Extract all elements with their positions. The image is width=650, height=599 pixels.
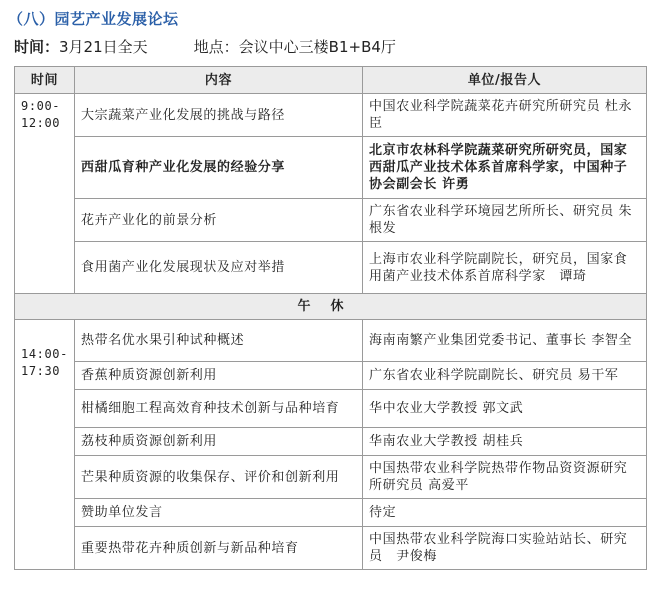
talk-title: 柑橘细胞工程高效育种技术创新与品种培育 (75, 390, 363, 428)
morning-time: 9:00- 12:00 (15, 94, 75, 294)
table-row (15, 94, 647, 137)
table-row (15, 499, 647, 527)
lunch-break: 午休 (15, 294, 647, 320)
talk-title: 重要热带花卉种质创新与新品种培育 (75, 527, 363, 570)
table-row (15, 362, 647, 390)
table-row (15, 242, 647, 294)
header-row (15, 67, 647, 94)
table-row (15, 428, 647, 456)
place-label: 地点： (193, 38, 239, 56)
time-label: 时间： (14, 38, 60, 56)
talk-title: 西甜瓜育种产业化发展的经验分享 (75, 137, 363, 199)
table-row (15, 527, 647, 570)
talk-speaker: 待定 (363, 499, 647, 527)
talk-speaker: 广东省农业科学院副院长、研究员 易干军 (363, 362, 647, 390)
header-time: 时间 (15, 67, 75, 94)
talk-title: 芒果种质资源的收集保存、评价和创新利用 (75, 456, 363, 499)
place-value: 会议中心三楼B1+B4厅 (238, 38, 396, 56)
talk-speaker: 上海市农业科学院副院长，研究员，国家食用菌产业技术体系首席科学家 谭琦 (363, 242, 647, 294)
header-speaker: 单位/报告人 (363, 67, 647, 94)
table-row (15, 199, 647, 242)
talk-title: 荔枝种质资源创新利用 (75, 428, 363, 456)
time-value: 3月21日全天 (59, 38, 148, 56)
section-title: （八）园艺产业发展论坛 (8, 10, 179, 28)
talk-speaker: 海南南繁产业集团党委书记、董事长 李智全 (363, 320, 647, 362)
lunch-row (15, 294, 647, 320)
talk-title: 食用菌产业化发展现状及应对举措 (75, 242, 363, 294)
talk-speaker: 华中农业大学教授 郭文武 (363, 390, 647, 428)
event-meta (14, 36, 396, 57)
talk-title: 热带名优水果引种试种概述 (75, 320, 363, 362)
talk-speaker: 广东省农业科学环境园艺所所长、研究员 朱根发 (363, 199, 647, 242)
table-row (15, 320, 647, 362)
talk-title: 大宗蔬菜产业化发展的挑战与路径 (75, 94, 363, 137)
talk-speaker: 中国热带农业科学院热带作物品资资源研究所研究员 高爱平 (363, 456, 647, 499)
talk-title: 香蕉种质资源创新利用 (75, 362, 363, 390)
table-row (15, 137, 647, 199)
header-content: 内容 (75, 67, 363, 94)
talk-speaker: 中国热带农业科学院海口实验站站长、研究员 尹俊梅 (363, 527, 647, 570)
schedule-table (14, 66, 647, 570)
talk-speaker: 北京市农林科学院蔬菜研究所研究员，国家西甜瓜产业技术体系首席科学家，中国种子协会副会长 许勇 (363, 137, 647, 199)
afternoon-time: 14:00- 17:30 (15, 320, 75, 570)
table-row (15, 390, 647, 428)
talk-title: 赞助单位发言 (75, 499, 363, 527)
table-row (15, 456, 647, 499)
talk-speaker: 中国农业科学院蔬菜花卉研究所研究员 杜永臣 (363, 94, 647, 137)
talk-speaker: 华南农业大学教授 胡桂兵 (363, 428, 647, 456)
talk-title: 花卉产业化的前景分析 (75, 199, 363, 242)
